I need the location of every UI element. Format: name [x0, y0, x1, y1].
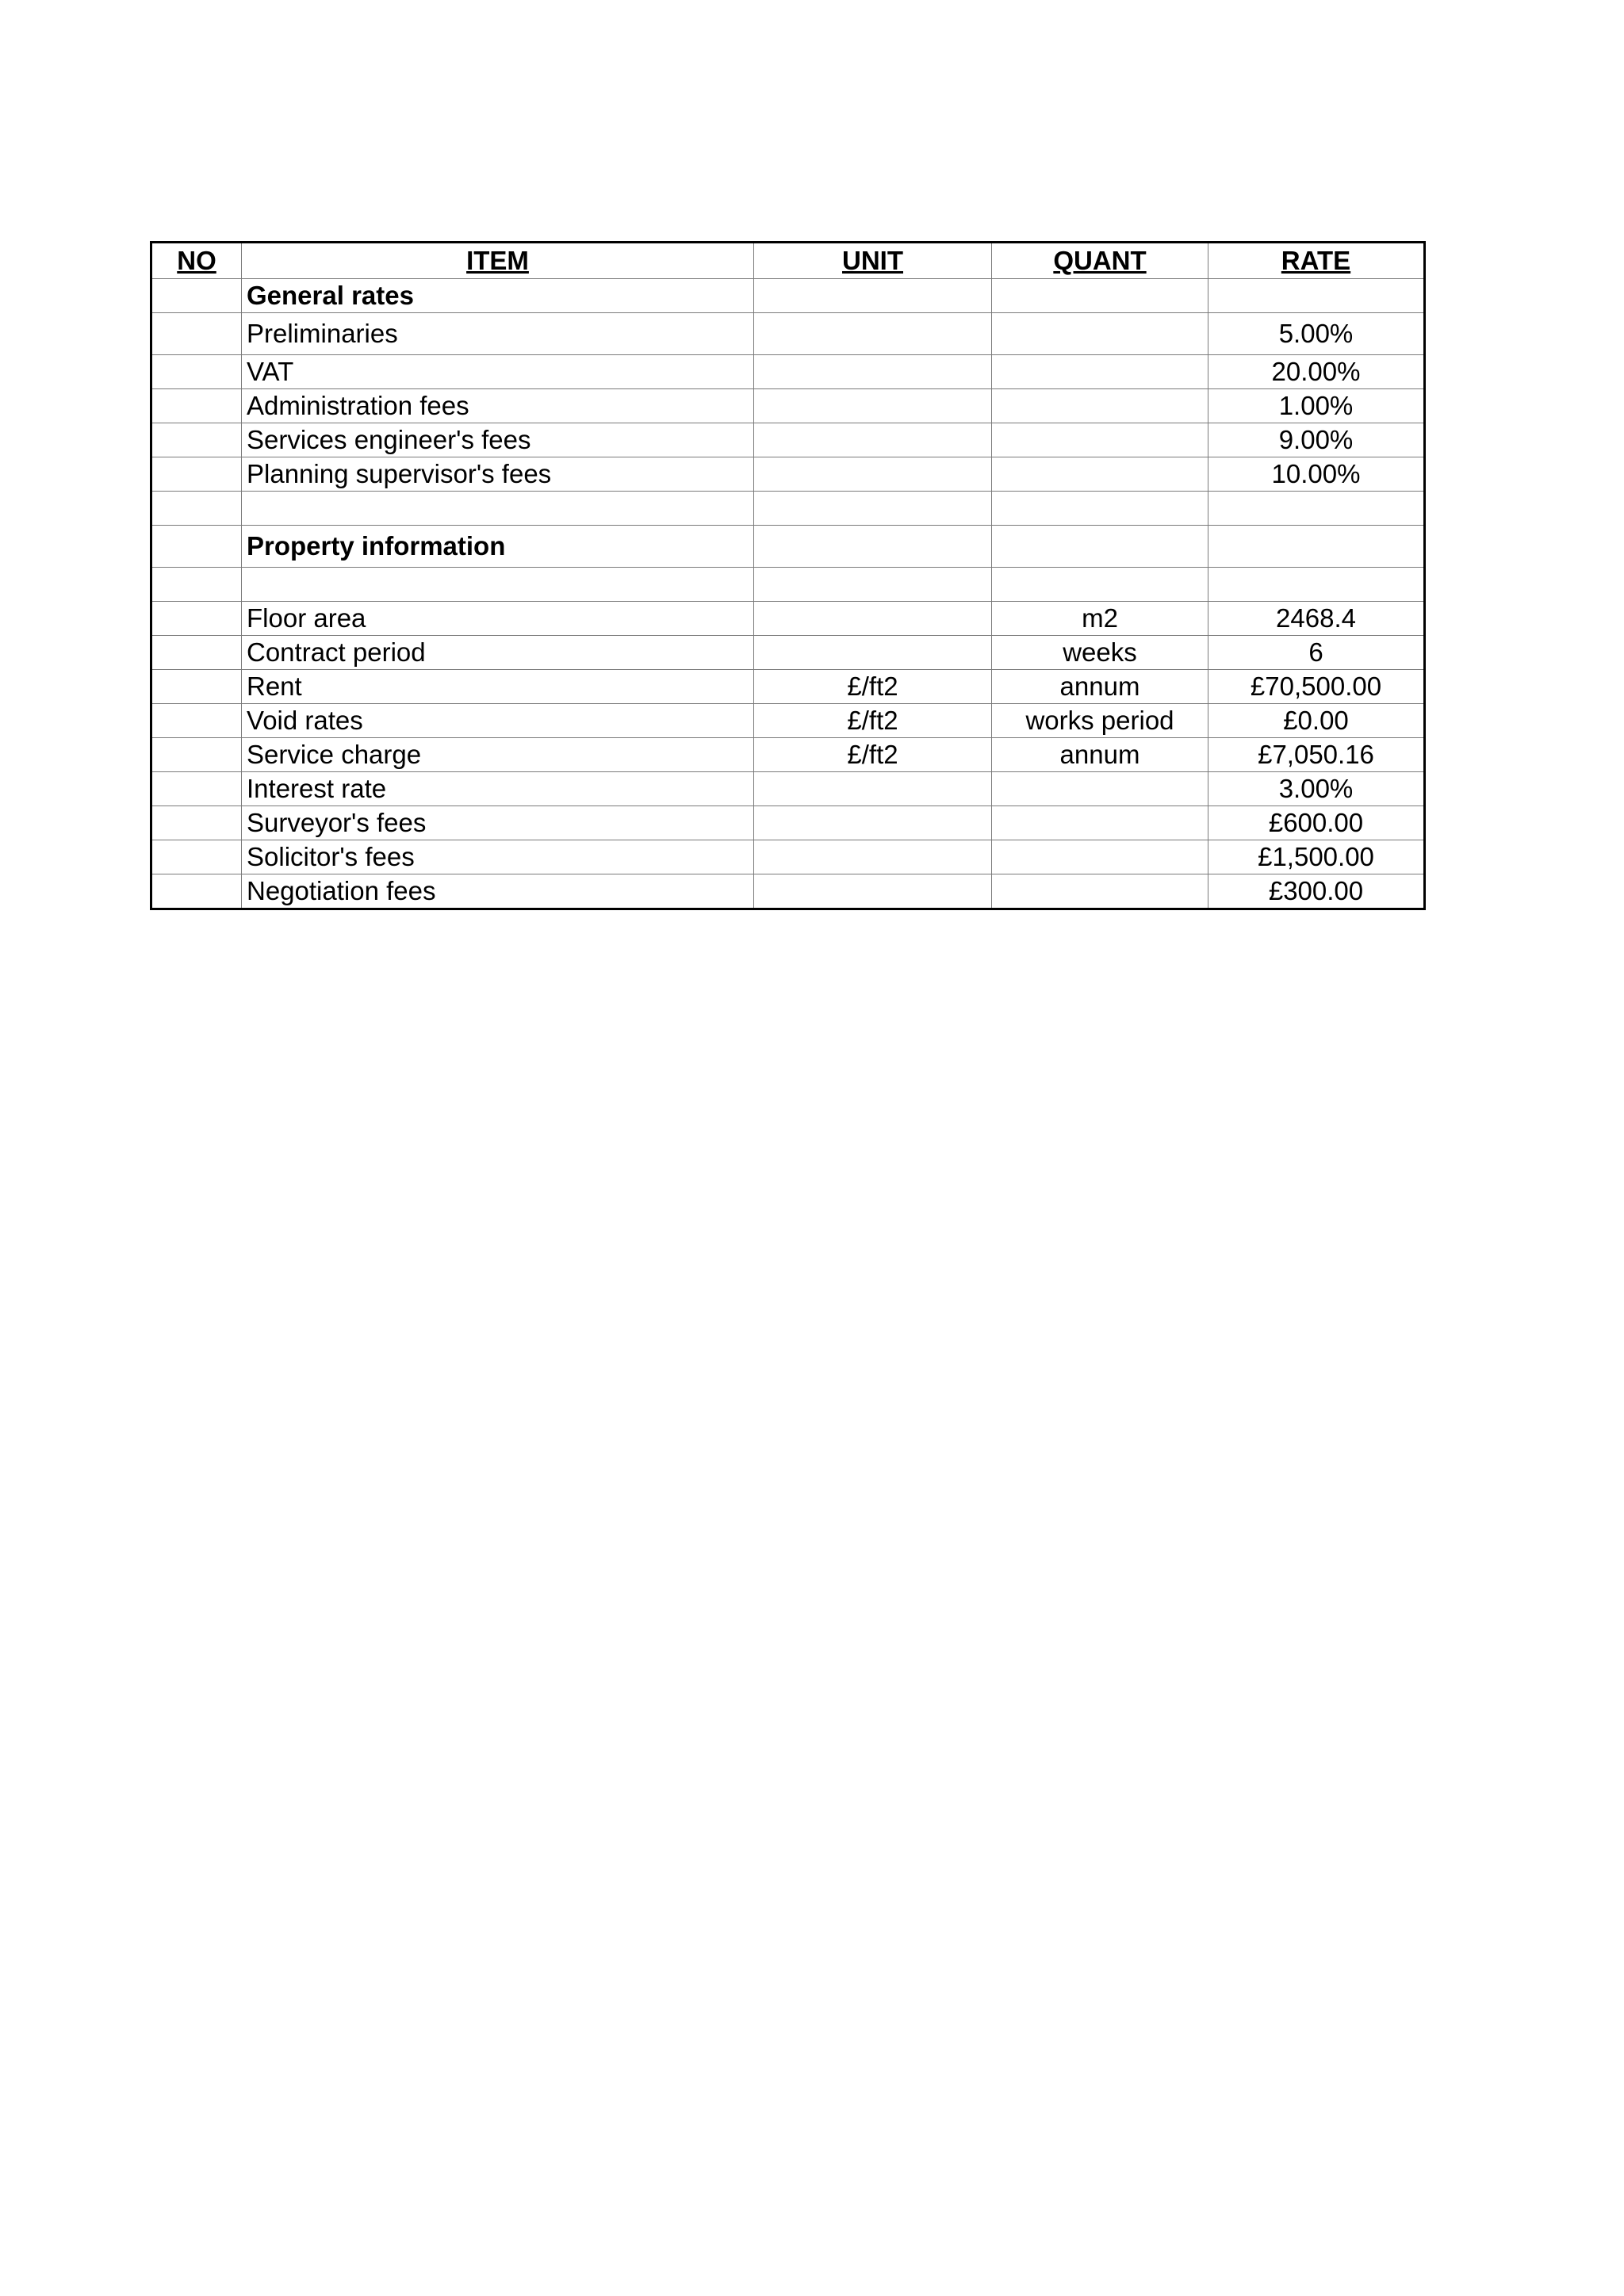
cell-no — [151, 492, 242, 526]
cell-unit — [754, 279, 992, 313]
cell-rate: 1.00% — [1208, 389, 1425, 423]
cell-quant — [992, 568, 1208, 602]
cell-rate: 5.00% — [1208, 313, 1425, 355]
table-row — [151, 457, 1425, 492]
rates-table — [150, 241, 1426, 910]
cell-unit — [754, 389, 992, 423]
cell-rate: 6 — [1208, 636, 1425, 670]
table-row — [151, 279, 1425, 313]
cell-rate: £1,500.00 — [1208, 840, 1425, 874]
header-item: ITEM — [242, 243, 754, 279]
cell-item: Contract period — [242, 636, 754, 670]
cell-item — [242, 492, 754, 526]
cell-no — [151, 670, 242, 704]
cell-unit — [754, 313, 992, 355]
cell-quant — [992, 423, 1208, 457]
cell-rate: £0.00 — [1208, 704, 1425, 738]
cell-unit — [754, 492, 992, 526]
cell-no — [151, 602, 242, 636]
table-row — [151, 670, 1425, 704]
cell-quant — [992, 840, 1208, 874]
cell-no — [151, 279, 242, 313]
header-quant: QUANT — [992, 243, 1208, 279]
cell-no — [151, 526, 242, 568]
cell-item: Administration fees — [242, 389, 754, 423]
cell-quant — [992, 355, 1208, 389]
cell-unit: £/ft2 — [754, 670, 992, 704]
cell-item: Void rates — [242, 704, 754, 738]
header-row — [151, 243, 1425, 279]
cell-rate: 9.00% — [1208, 423, 1425, 457]
header-no: NO — [151, 243, 242, 279]
cell-no — [151, 389, 242, 423]
cell-no — [151, 457, 242, 492]
cell-rate: 3.00% — [1208, 772, 1425, 806]
cell-unit — [754, 423, 992, 457]
cell-rate — [1208, 279, 1425, 313]
cell-rate — [1208, 526, 1425, 568]
cell-quant: m2 — [992, 602, 1208, 636]
cell-rate: £7,050.16 — [1208, 738, 1425, 772]
table-row — [151, 704, 1425, 738]
cell-quant: works period — [992, 704, 1208, 738]
cell-quant: annum — [992, 738, 1208, 772]
cell-rate: 10.00% — [1208, 457, 1425, 492]
cell-item: Services engineer's fees — [242, 423, 754, 457]
cell-item: Surveyor's fees — [242, 806, 754, 840]
cell-quant: annum — [992, 670, 1208, 704]
cell-unit: £/ft2 — [754, 738, 992, 772]
cell-unit — [754, 568, 992, 602]
table-row — [151, 526, 1425, 568]
cell-no — [151, 772, 242, 806]
cell-rate — [1208, 568, 1425, 602]
cell-unit — [754, 457, 992, 492]
cell-quant — [992, 772, 1208, 806]
table-row — [151, 772, 1425, 806]
table-row — [151, 738, 1425, 772]
cell-item — [242, 568, 754, 602]
cell-rate: £70,500.00 — [1208, 670, 1425, 704]
cell-unit — [754, 636, 992, 670]
cell-unit — [754, 806, 992, 840]
cell-no — [151, 806, 242, 840]
cell-item: Solicitor's fees — [242, 840, 754, 874]
cell-unit — [754, 840, 992, 874]
cell-quant — [992, 457, 1208, 492]
table-row — [151, 355, 1425, 389]
cell-item: Floor area — [242, 602, 754, 636]
cell-quant — [992, 313, 1208, 355]
cell-item: Planning supervisor's fees — [242, 457, 754, 492]
table-row — [151, 423, 1425, 457]
table-row — [151, 313, 1425, 355]
cell-item: Negotiation fees — [242, 874, 754, 909]
cell-item: Preliminaries — [242, 313, 754, 355]
section-heading: General rates — [242, 279, 754, 313]
cell-quant — [992, 806, 1208, 840]
cell-rate: £600.00 — [1208, 806, 1425, 840]
cell-item: Service charge — [242, 738, 754, 772]
cell-unit — [754, 355, 992, 389]
header-rate: RATE — [1208, 243, 1425, 279]
table-row — [151, 874, 1425, 909]
section-heading: Property information — [242, 526, 754, 568]
cell-rate: 20.00% — [1208, 355, 1425, 389]
cell-unit: £/ft2 — [754, 704, 992, 738]
cell-no — [151, 704, 242, 738]
cell-no — [151, 355, 242, 389]
table-row — [151, 492, 1425, 526]
cell-no — [151, 636, 242, 670]
cell-no — [151, 874, 242, 909]
cell-quant — [992, 279, 1208, 313]
table-row — [151, 568, 1425, 602]
cell-item: Rent — [242, 670, 754, 704]
cell-item: VAT — [242, 355, 754, 389]
table-row — [151, 602, 1425, 636]
cell-no — [151, 840, 242, 874]
table-row — [151, 806, 1425, 840]
cell-quant — [992, 526, 1208, 568]
cell-quant: weeks — [992, 636, 1208, 670]
cell-unit — [754, 602, 992, 636]
cell-item: Interest rate — [242, 772, 754, 806]
cell-rate: £300.00 — [1208, 874, 1425, 909]
cell-quant — [992, 492, 1208, 526]
cell-quant — [992, 874, 1208, 909]
cell-no — [151, 738, 242, 772]
cell-no — [151, 313, 242, 355]
header-unit: UNIT — [754, 243, 992, 279]
table-row — [151, 636, 1425, 670]
cell-unit — [754, 772, 992, 806]
table-row — [151, 389, 1425, 423]
cell-rate: 2468.4 — [1208, 602, 1425, 636]
cell-no — [151, 568, 242, 602]
table-row — [151, 840, 1425, 874]
cell-unit — [754, 874, 992, 909]
cell-quant — [992, 389, 1208, 423]
cell-no — [151, 423, 242, 457]
cell-unit — [754, 526, 992, 568]
cell-rate — [1208, 492, 1425, 526]
